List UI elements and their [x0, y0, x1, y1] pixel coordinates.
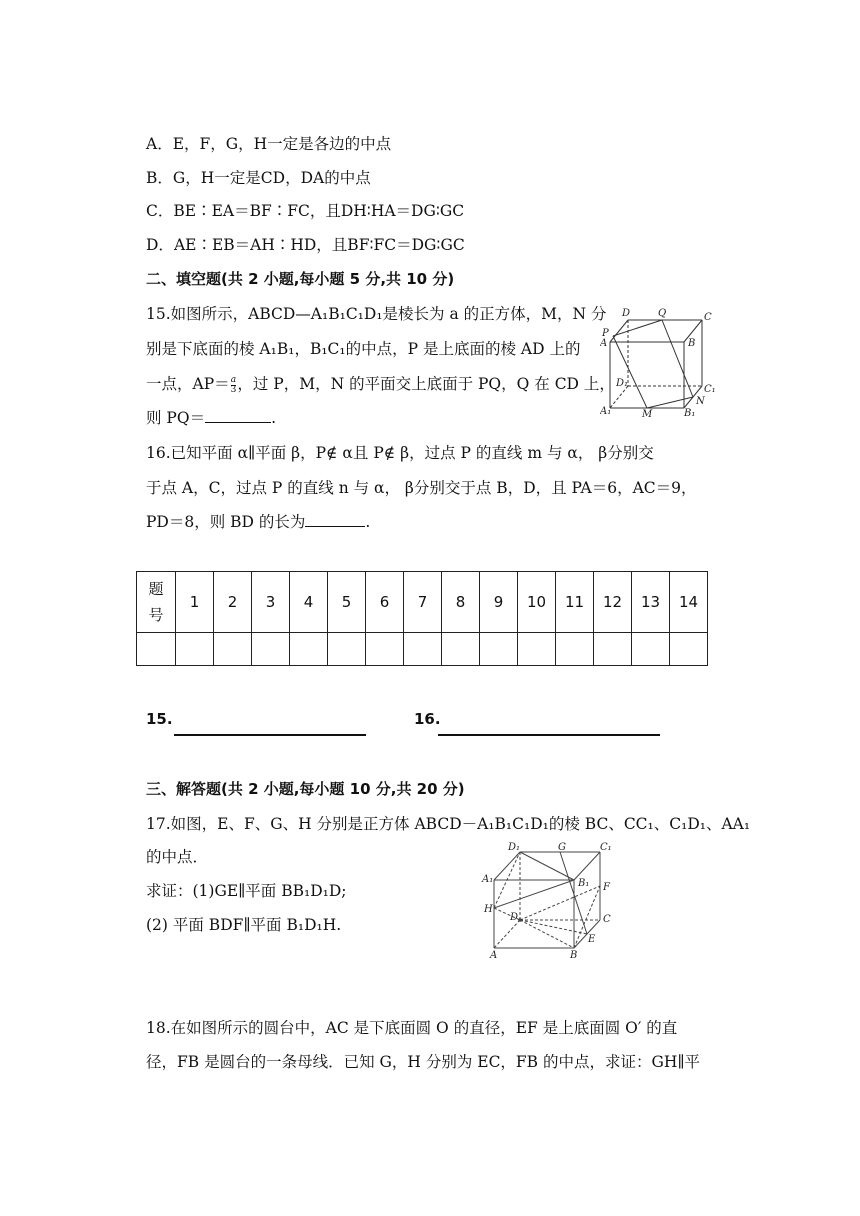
label-c1: C₁: [600, 842, 612, 853]
label-c: C: [704, 312, 712, 323]
table-answer-cell[interactable]: [594, 633, 632, 666]
table-cell-number: 3: [252, 572, 290, 633]
label-d: D: [510, 912, 519, 923]
label-a1: A₁: [482, 874, 494, 885]
q16-line3: PD＝8，则 BD 的长为 .: [146, 513, 371, 531]
table-answer-row: [137, 633, 708, 666]
table-cell-number: 2: [214, 572, 252, 633]
table-header-label: 题 号: [137, 572, 176, 633]
label-g: G: [558, 842, 566, 853]
q18-line1: 18.在如图所示的圆台中，AC 是下底面圆 O 的直径，EF 是上底面圆 O′ 的直: [146, 1019, 678, 1037]
q15-line2: 别是下底面的棱 A₁B₁，B₁C₁的中点，P 是上底面的棱 AD 上的: [146, 340, 581, 358]
label-a: A: [490, 950, 498, 960]
answer-table: [136, 571, 708, 666]
answer-label-15: 15.: [146, 710, 173, 728]
table-cell-number: 4: [290, 572, 328, 633]
table-cell-number: 10: [518, 572, 556, 633]
label-c1: C₁: [704, 384, 716, 395]
table-header-row: [137, 572, 708, 633]
table-answer-cell[interactable]: [670, 633, 708, 666]
option-d: D．AE∶EB＝AH∶HD，且BF∶FC＝DG∶GC: [146, 236, 465, 254]
table-answer-cell[interactable]: [137, 633, 176, 666]
label-q: Q: [658, 308, 667, 319]
label-b: B: [570, 950, 578, 960]
q15-line1: 15.如图所示，ABCD—A₁B₁C₁D₁是棱长为 a 的正方体，M，N 分: [146, 305, 607, 323]
cube-figure-17: [480, 840, 620, 960]
label-b1: B₁: [684, 408, 696, 418]
q15-line4: 则 PQ＝ .: [146, 409, 277, 427]
table-cell-number: 1: [176, 572, 214, 633]
cube-figure-15: [600, 306, 718, 418]
table-answer-cell[interactable]: [518, 633, 556, 666]
option-b: B．G，H一定是CD，DA的中点: [146, 169, 371, 187]
table-cell-number: 14: [670, 572, 708, 633]
label-c: C: [603, 914, 611, 925]
fraction: $\frac{a}{3}$: [230, 374, 237, 395]
label-n: N: [696, 396, 705, 407]
table-cell-number: 5: [328, 572, 366, 633]
table-cell-number: 7: [404, 572, 442, 633]
section-3-title: 三、解答题(共 2 小题,每小题 10 分,共 20 分): [146, 780, 465, 798]
table-answer-cell[interactable]: [176, 633, 214, 666]
table-answer-cell[interactable]: [404, 633, 442, 666]
table-answer-cell[interactable]: [632, 633, 670, 666]
label-a: A: [600, 338, 608, 349]
q16-line2: 于点 A，C，过点 P 的直线 n 与 α， β分别交于点 B，D，且 PA＝6，AC＝9，: [146, 479, 697, 497]
answer-blank-15[interactable]: [205, 408, 271, 423]
label-f: F: [603, 882, 610, 893]
table-cell-number: 8: [442, 572, 480, 633]
table-answer-cell[interactable]: [328, 633, 366, 666]
label-a1: A₁: [600, 406, 612, 417]
table-cell-number: 11: [556, 572, 594, 633]
table-cell-number: 9: [480, 572, 518, 633]
label-b: B: [688, 338, 696, 349]
table-answer-cell[interactable]: [556, 633, 594, 666]
label-m: M: [642, 409, 653, 418]
table-answer-cell[interactable]: [214, 633, 252, 666]
option-a: A．E，F，G，H一定是各边的中点: [146, 135, 392, 153]
label-d1: D₁: [508, 842, 521, 853]
label-b1: B₁: [578, 878, 590, 889]
q15-line3: 一点，AP＝ $\frac{a}{3}$ ，过 P，M，N 的平面交上底面于 PQ，Q 在 CD 上，: [146, 374, 615, 395]
table-answer-cell[interactable]: [366, 633, 404, 666]
q16-line1: 16.已知平面 α∥平面 β，P∉ α且 P∉ β，过点 P 的直线 m 与 α， β分别交: [146, 444, 654, 462]
table-answer-cell[interactable]: [252, 633, 290, 666]
label-p: P: [602, 328, 609, 339]
q18-line2: 径，FB 是圆台的一条母线．已知 G，H 分别为 EC，FB 的中点，求证：GH∥平: [146, 1053, 701, 1071]
table-cell-number: 12: [594, 572, 632, 633]
answer-blank-16[interactable]: [305, 512, 365, 527]
table-cell-number: 6: [366, 572, 404, 633]
q17-line3: 求证：(1)GE∥平面 BB₁D₁D;: [146, 882, 347, 900]
option-c: C．BE∶EA＝BF∶FC，且DH∶HA＝DG∶GC: [146, 202, 465, 220]
q17-line2: 的中点．: [146, 848, 209, 866]
table-answer-cell[interactable]: [442, 633, 480, 666]
label-h: H: [484, 904, 493, 915]
answer-line-16[interactable]: [438, 734, 660, 736]
section-2-title: 二、填空题(共 2 小题,每小题 5 分,共 10 分): [146, 270, 455, 288]
label-e: E: [588, 934, 596, 945]
table-answer-cell[interactable]: [480, 633, 518, 666]
table-answer-cell[interactable]: [290, 633, 328, 666]
answer-label-16: 16.: [414, 710, 441, 728]
label-d1: D₁: [616, 378, 629, 389]
answer-line-15[interactable]: [174, 734, 366, 736]
label-d: D: [622, 308, 631, 319]
q17-line4: (2) 平面 BDF∥平面 B₁D₁H.: [146, 916, 342, 934]
table-cell-number: 13: [632, 572, 670, 633]
q17-line1: 17.如图，E、F、G、H 分别是正方体 ABCD－A₁B₁C₁D₁的棱 BC、CC₁、C₁D₁、AA₁: [146, 815, 751, 833]
